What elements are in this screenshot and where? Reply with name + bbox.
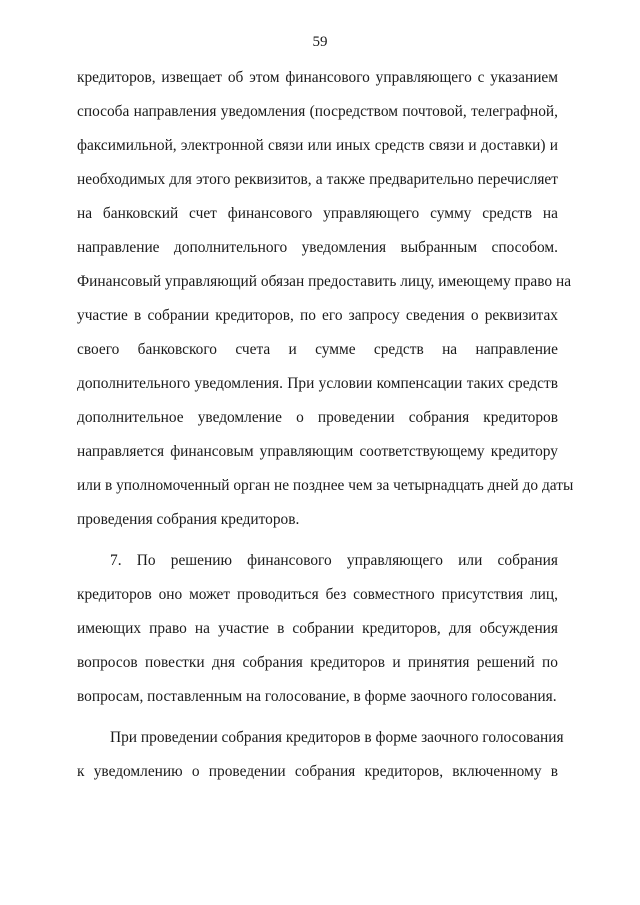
text-line: направляется финансовым управляющим соответствующему кредитору <box>77 443 558 460</box>
text-line: или в уполномоченный орган не позднее чем за четырнадцать дней до даты <box>77 477 574 494</box>
text-line-paragraph-end: вопросам, поставленным на голосование, в форме заочного голосования. <box>77 688 557 705</box>
text-line: необходимых для этого реквизитов, а также предварительно перечисляет <box>77 171 558 188</box>
text-line-numbered-item-start: 7. По решению финансового управляющего или собрания <box>110 552 558 569</box>
text-line: к уведомлению о проведении собрания кредиторов, включенному в <box>77 763 558 780</box>
text-line: кредиторов оно может проводиться без совместного присутствия лиц, <box>77 586 558 603</box>
text-line: участие в собрании кредиторов, по его запросу сведения о реквизитах <box>77 307 558 324</box>
text-line: дополнительное уведомление о проведении собрания кредиторов <box>77 409 558 426</box>
text-line: своего банковского счета и сумме средств на направление <box>77 341 558 358</box>
text-line: дополнительного уведомления. При условии компенсации таких средств <box>77 375 558 392</box>
text-line: имеющих право на участие в собрании кредиторов, для обсуждения <box>77 620 558 637</box>
text-line: направление дополнительного уведомления выбранным способом. <box>77 239 558 256</box>
text-line: на банковский счет финансового управляющего сумму средств на <box>77 205 558 222</box>
text-line: способа направления уведомления (посредством почтовой, телеграфной, <box>77 103 558 120</box>
text-line-paragraph-start: При проведении собрания кредиторов в форме заочного голосования <box>110 729 564 746</box>
text-line-paragraph-end: проведения собрания кредиторов. <box>77 511 300 528</box>
text-line: кредиторов, извещает об этом финансового управляющего с указанием <box>77 69 558 86</box>
page-number: 59 <box>312 34 328 50</box>
text-line: Финансовый управляющий обязан предоставить лицу, имеющему право на <box>77 273 572 290</box>
text-line: факсимильной, электронной связи или иных средств связи и доставки) и <box>77 137 558 154</box>
text-line: вопросов повестки дня собрания кредиторов и принятия решений по <box>77 654 558 671</box>
